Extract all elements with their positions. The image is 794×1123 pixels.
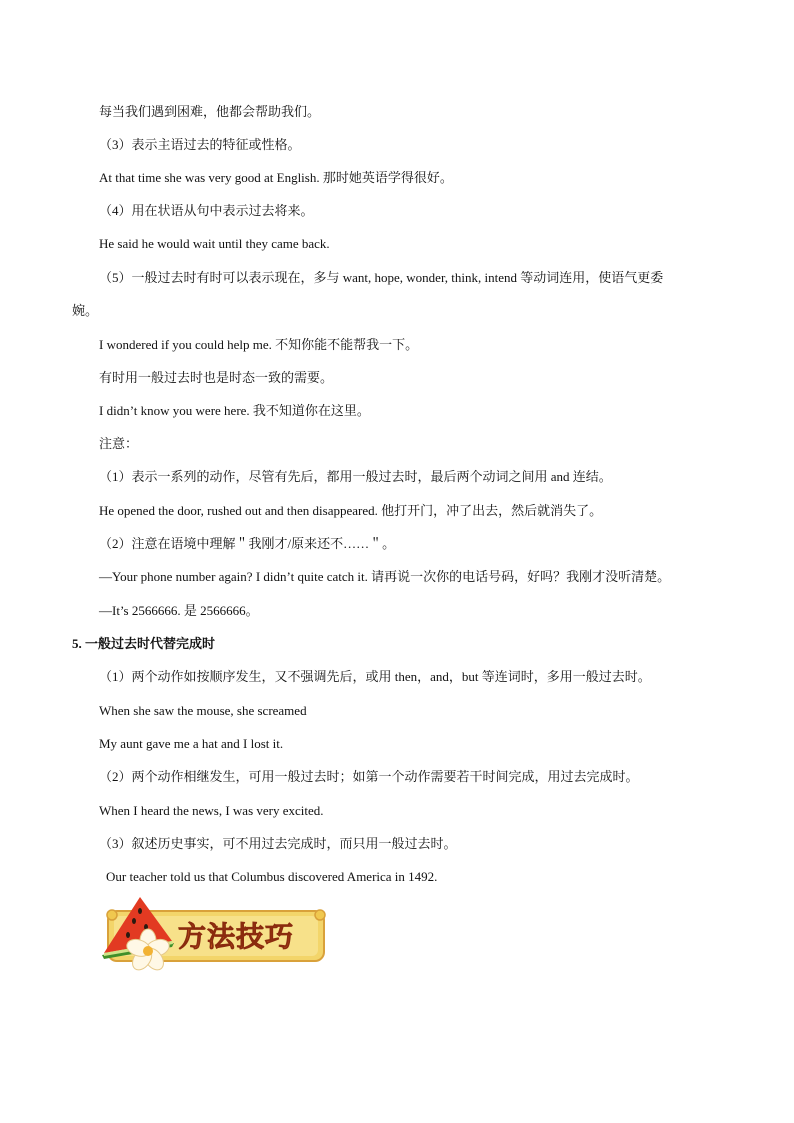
text-line: （1）两个动作如按顺序发生，又不强调先后，或用 then，and，but 等连词时，多用一般过去时。 bbox=[99, 669, 651, 684]
text-line: （4）用在状语从句中表示过去将来。 bbox=[99, 203, 314, 218]
text-line: I didn’t know you were here. 我不知道你在这里。 bbox=[99, 403, 370, 418]
text-line: My aunt gave me a hat and I lost it. bbox=[99, 736, 284, 751]
text-line: （3）叙述历史事实，可不用过去完成时，而只用一般过去时。 bbox=[99, 836, 457, 851]
text-line: （5）一般过去时有时可以表示现在，多与 want, hope, wonder, think, intend 等动词连用，使语气更委 bbox=[99, 270, 664, 285]
text-line: —Your phone number again? I didn’t quite catch it. 请再说一次你的电话号码，好吗？我刚才没听清楚。 bbox=[99, 569, 671, 584]
text-line: 有时用一般过去时也是时态一致的需要。 bbox=[99, 370, 334, 385]
badge-label: 方法技巧 bbox=[178, 920, 295, 953]
text-line: —It’s 2566666. 是 2566666。 bbox=[99, 603, 259, 618]
section-heading: 5. 一般过去时代替完成时 bbox=[72, 636, 216, 651]
text-line: （3）表示主语过去的特征或性格。 bbox=[99, 137, 301, 152]
text-line: （2）两个动作相继发生，可用一般过去时；如第一个动作需要若干时间完成，用过去完成时。 bbox=[99, 769, 639, 784]
text-line: When she saw the mouse, she screamed bbox=[99, 703, 307, 718]
method-tips-badge bbox=[100, 895, 330, 971]
text-line: He opened the door, rushed out and then disappeared. 他打开门，冲了出去，然后就消失了。 bbox=[99, 503, 603, 518]
text-line: 婉。 bbox=[72, 303, 99, 318]
text-line: 注意： bbox=[99, 436, 139, 451]
text-line: （1）表示一系列的动作，尽管有先后，都用一般过去时，最后两个动词之间用 and 连结。 bbox=[99, 469, 612, 484]
text-line: At that time she was very good at English. 那时她英语学得很好。 bbox=[99, 170, 453, 185]
text-line: I wondered if you could help me. 不知你能不能帮我一下。 bbox=[99, 337, 419, 352]
text-line: （2）注意在语境中理解＂我刚才/原来还不……＂。 bbox=[99, 536, 396, 551]
text-line: He said he would wait until they came back. bbox=[99, 236, 330, 251]
text-line: 每当我们遇到困难，他都会帮助我们。 bbox=[99, 104, 321, 119]
text-line: Our teacher told us that Columbus discovered America in 1492. bbox=[106, 869, 438, 884]
badge-graphic bbox=[100, 895, 330, 971]
text-line: When I heard the news, I was very excited. bbox=[99, 803, 324, 818]
